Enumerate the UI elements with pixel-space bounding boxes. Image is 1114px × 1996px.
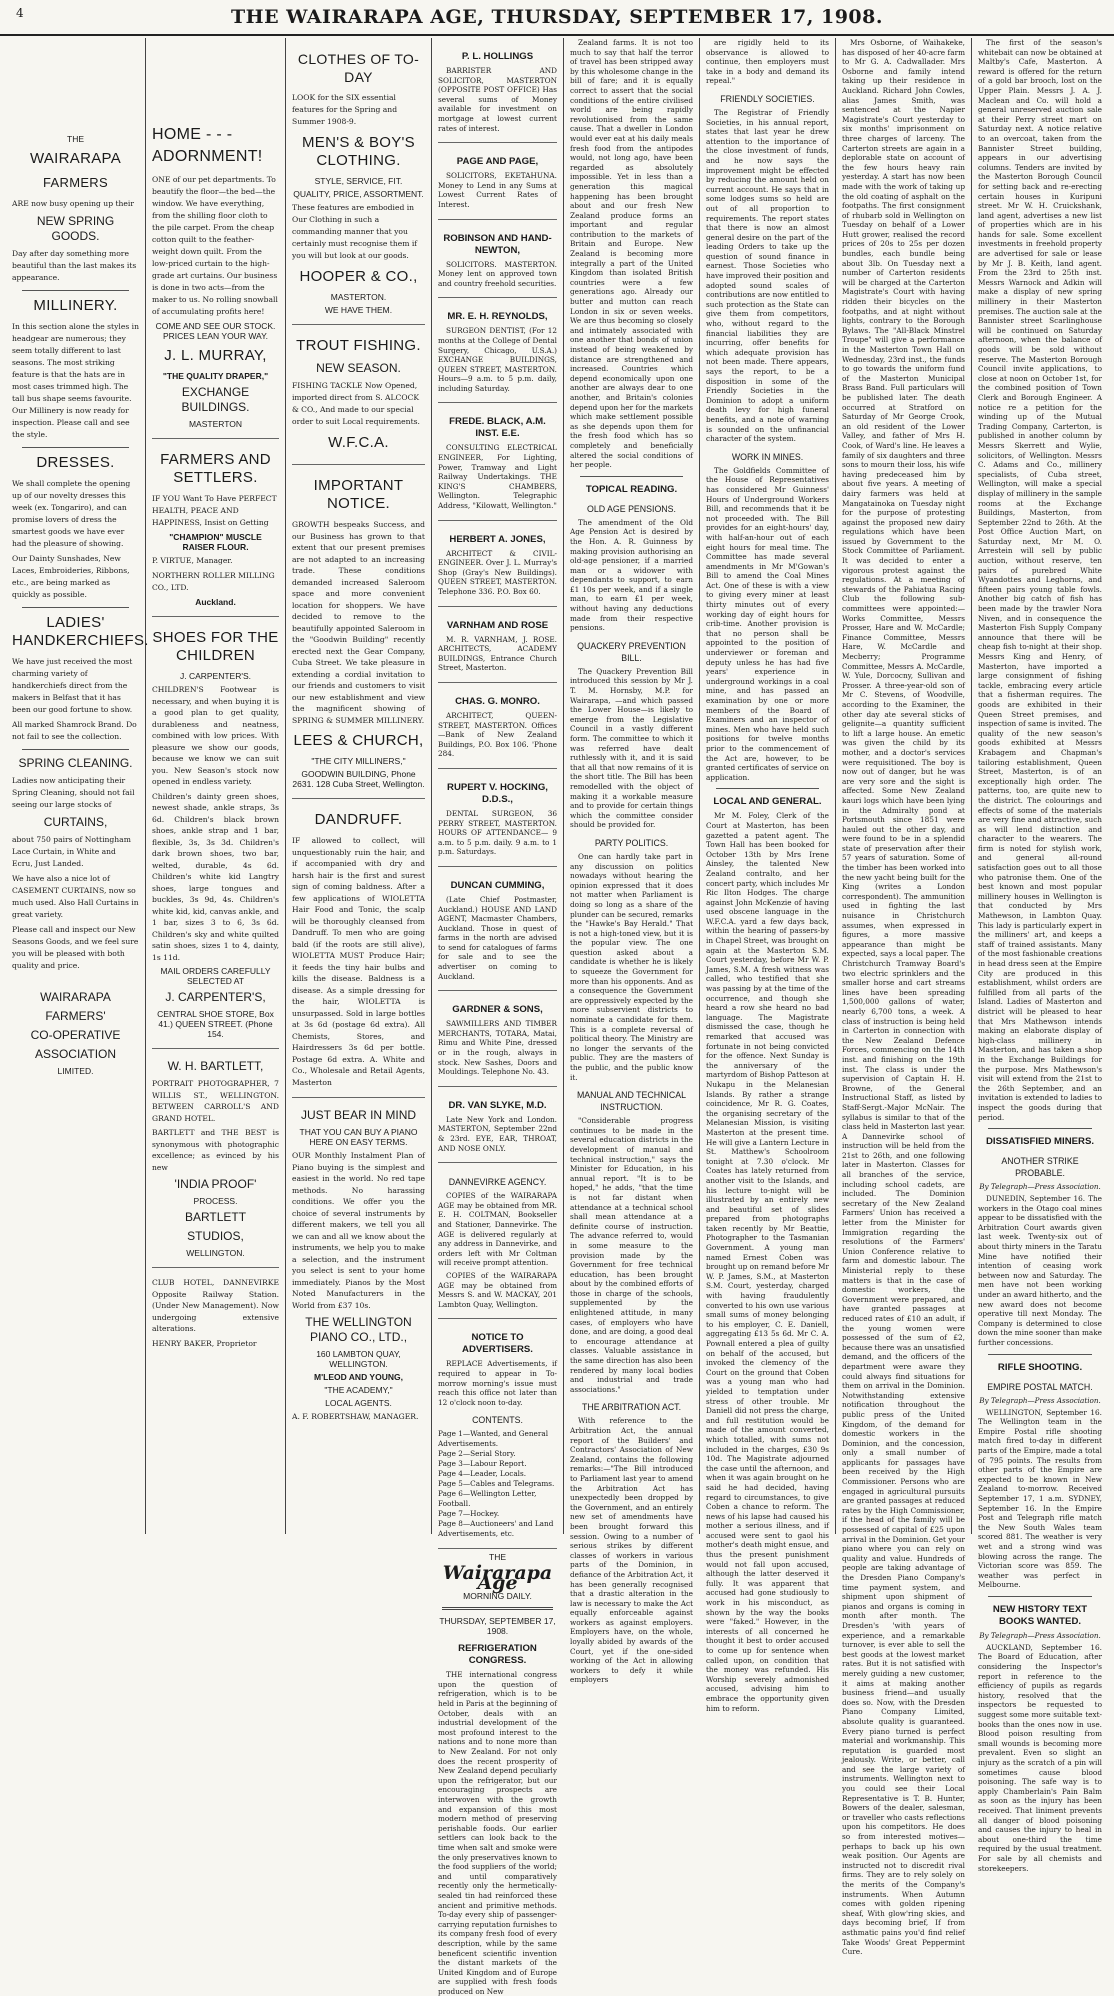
friendly-text: The Registrar of Friendly Societies, in his annual report, states that last year he drew attention to the importance of the close investment of funds, and he now says the improvement might be effected by reducing the amount held on current account. He says that in some lodges sums so held are out of all proportion to requirements. The report states that there is now an almost general desire on the part of the leading Orders to take up the question of sound finance in earnest. Those Societies who have improved their position and adopted sound scales of contributions are now entitled to such protection as the State can give them from competitors, who, without regard to the financial liabilities they are incurring, offer benefits for which adequate provision has not been made. There appears, says the report, to be a disposition in some of the Friendly Societies in the Dominion to adopt a uniform death levy for high funeral benefits, and a note of warning is sounded on the unfinancial character of the system.	[706, 107, 829, 444]
piano-company-address: 160 LAMBTON QUAY, WELLINGTON.	[316, 1349, 401, 1369]
mcleod-agents: LOCAL AGENTS.	[325, 1398, 392, 1408]
style-line: STYLE, SERVICE, FIT.	[314, 176, 403, 186]
shoes-signature: J. CARPENTER'S,	[165, 990, 266, 1004]
club-hotel-text: CLUB HOTEL, DANNEVIRKE Opposite Railway Station. (Under New Management). Now undergoing extensive alterations.	[152, 1278, 279, 1333]
call-text: Please call and inspect our New Seasons Goods, and we feel sure you will be pleased with both quality and price.	[12, 925, 139, 970]
bartlett-text: PORTRAIT PHOTOGRAPHER, 7 WILLIS ST., WELLINGTON. BETWEEN CARROLL'S AND GRAND HOTEL.	[152, 1079, 279, 1123]
page-card	[438, 143, 557, 219]
club-hotel-signature: HENRY BAKER, Proprietor	[152, 1338, 257, 1348]
strike-byline: By Telegraph—Press Association.	[979, 1182, 1101, 1192]
handkerchiefs-head: LADIES' HANDKERCHIEFS.	[12, 614, 149, 649]
paper-name: Wairarapa Age	[442, 1562, 553, 1595]
manual-head: MANUAL AND TECHNICAL INSTRUCTION.	[576, 1090, 686, 1113]
studios-town: WELLINGTON.	[186, 1248, 245, 1258]
farmers-settlers-head: FARMERS AND SETTLERS.	[160, 451, 271, 486]
column-5	[564, 38, 700, 1685]
hollings-text: BARRISTER AND SOLICITOR, MASTERTON (OPPOSITE POST OFFICE) Has several sums of Money available for investment on mortgage at lowest current rates of interest.	[438, 66, 557, 133]
leader-article	[438, 1552, 557, 1996]
leader-date: THURSDAY, SEPTEMBER 17, 1908.	[439, 1616, 556, 1637]
reynolds-text: SURGEON DENTIST, (For 12 months at the College of Dental Surgery, Chicago, U.S.A.) EXCHANGE BUILDINGS, QUEEN STREET, MASTERTON. Hours—9 a.m. to 5 p.m. daily, including Saturday.	[438, 326, 557, 393]
trout-head: TROUT FISHING.	[296, 337, 421, 354]
masthead	[0, 0, 1114, 36]
varnham-text: M. R. VARNHAM, J. ROSE. ARCHITECTS, ACADEMY BUILDINGS, Entrance Church Street, Masterton.	[438, 634, 557, 673]
party-head: PARTY POLITICS.	[594, 837, 669, 848]
contents-item: Page 8—Auctioneers' and Land Advertisements, etc.	[438, 1519, 554, 1539]
local-notes: The first of the season's whitebait can now be obtained at Maltby's Cafe, Masterton. A reward is offered for the return of a gold bar brooch, lost on the Upper Plain. Messrs J. A. J. Maclean and Co. will hold a general unreserved auction sale at their Perry street mart on Saturday next. A notice relative to an overcoat, taken from the Bannister Street building, appears in our advertising columns. Tenders are invited by the Masterton Borough Council for setting back and re-erecting certain houses in Kuripuni street. Mr W. H. Cruickshank, land agent, advertises a new list of properties which are in his hands for sale. Some excellent investments in freehold property are advertised for sale or lease by Mr J. B. Keith, land agent. From the 23rd to 25th inst. Messrs Warnock and Adkin will make a display of new spring millinery in their Masterton premises. The auction sale at the Bannister street Scarlinghouse will be continued on Saturday afternoon, when the balance of goods will be sold without reserve. The Masterton Borough Council invite applications, to close at noon on October 1st, for the combined position of Town Clerk and Borough Engineer. A notice re a petition for the winding up of the Mutual Trading Company, Carterton, is published in another column by Messrs Skerrett and Wylie, solicitors, of Wellington. Messrs C. Adams and Co., millinery specialists, of Cuba street, Wellington, will make a special display of millinery in the sample rooms at the Exchange Buildings, Masterton, from September 22nd to 26th. At the Post Office Auction Mart, on Saturday next, Mr M. O. Arrestein will sell by public auction, without reserve, ten pairs of purebred White Wyandottes and Leghorns, and fifteen pairs young table fowls. Another big catch of fish has been made by the trawler Nora Niven, and in consequence the Masterton Fish Supply Company announce that there will be cheap fish to-night at their shop. Messrs King and Henry, of Masterton, have imported a large consignment of fishing tackle, embracing every article that a fisherman requires. The goods are exhibited in their Queen Street premises, and inspection of same is invited. The quality of the new season's goods exhibited at Messrs Krabagem and Chapman's tailoring establishment, Queen Street, Masterton, is of an exceptionally high order. The patterns, too, are quite new to the district. The colourings and effects of some of the materials are very fine and attractive, such as will lend distinction and character to the wearers. The firm is noted for stylish work, and general all-round satisfaction goes out to all those who patronise them. One of the best known and most popular millinery houses in Wellington is that conducted by Mrs Mathewson, in Lambton Quay. This lady is particularly expert in the milliners' art, and keeps a staff of trained assistants. Many of the most fashionable creations in head dress seen at the Empire City are produced in this establishment, whilst orders are fulfilled from all parts of the Island. Ladies of Masterton and district will be pleased to hear that Mrs Mathewson intends making an elaborate display of high-class millinery in Masterton, and has taken a shop in the Exchange Buildings for the purpose. Mrs Mathewson's visit will extend from the 21st to the 26th September, and an invitation is extended to ladies to inspect the goods during that period.	[978, 38, 1102, 1122]
column-2	[146, 38, 286, 1534]
arbitration-continued: are rigidly held to its observance is allowed to continue, then employers must take in a body and demand its repeal."	[706, 38, 829, 86]
reynolds-name: MR. E. H. REYNOLDS,	[447, 311, 548, 323]
ad-the: THE	[67, 134, 84, 144]
arbitration-head: THE ARBITRATION ACT.	[581, 1402, 682, 1413]
contents-item: Page 7—Hockey.	[438, 1509, 500, 1519]
piano-sub: THAT YOU CAN BUY A PIANO HERE ON EASY TERMS.	[299, 1127, 418, 1147]
notice-advertisers-text: REPLACE Advertisements, if required to appear in To-morrow morning's issue must reach this office not later than 12 o'clock noon to-day.	[438, 1359, 557, 1407]
lees-church-tagline: "THE CITY MILLINERS,"	[311, 756, 406, 766]
shoes-mail-orders: MAIL ORDERS CAREFULLY SELECTED AT	[160, 966, 271, 986]
empire-text: WELLINGTON, September 16. The Wellington team in the Empire Postal rifle shooting match fired to-day in different parts of the Empire, made a total of 795 points. The results from other parts of the Empire are expected to be known in New Zealand to-morrow. Received September 17, 1 a.m. SYDNEY, September 16. In the Empire Post and Telegraph rifle match the New South Wales team scored 881. The weather is very wet and a strong wind was blowing across the range. The Victorian score was 859. The weather was perfect in Melbourne.	[978, 1407, 1102, 1590]
home-adornment-text: ONE of our pet departments. To beautify the floor—the bed—the window. We have everything, from the shilling floor cloth to the pile carpet. From the cheap cotton quilt to the feather-weight down quilt. From the low-priced curtain to the high-grade art curtains. Our business is done in two acts—from the maker to us. No rolling snowball of accumulating profits here!	[152, 175, 278, 316]
murray-building: EXCHANGE BUILDINGS.	[181, 385, 250, 414]
studios-line-2: STUDIOS,	[187, 1229, 244, 1243]
leader-text: THE international congress upon the question of refrigeration, which is to be held in Paris at the beginning of October, deals with an industrial development of the most profound interest to the nations and to none more than to New Zealand. For not only does the recent prosperity of New Zealand depend peculiarly upon the refrigerator, but our encouraging prospects are interwoven with the growth and expansion of this most modern method of preserving perishable foods. Our earlier settlers can look back to the time when salt and smoke were the only preservatives known to the food suppliers of the world; and until comparatively recently only the hermetically-sealed tin had reinforced these ancient and primitive methods. To-day every ship of passenger-carrying reputation furnishes to its company fresh food of every description, while by the same beneficent scientific invention the distant markets of the United Kingdom and of Europe are supplied with fresh foods produced on New	[438, 1670, 557, 1996]
contents-item: Page 3—Labour Report.	[438, 1459, 527, 1469]
home-adornment-head: HOME - - - ADORNMENT!	[152, 126, 263, 165]
signature-line-5: LIMITED.	[57, 1066, 94, 1076]
murray-town: MASTERTON	[188, 419, 243, 429]
mines-head: WORK IN MINES.	[731, 451, 804, 462]
vanslyke-text: Late New York and London. MASTERTON, September 22nd & 23rd. EYE, EAR, THROAT, AND NOSE ONLY.	[438, 1114, 557, 1153]
studios-line-1: BARTLETT	[184, 1210, 247, 1224]
millinery-head: MILLINERY.	[33, 297, 118, 314]
piano-company: THE WELLINGTON PIANO CO., LTD.,	[305, 1315, 412, 1344]
important-notice-text: GROWTH bespeaks Success, and our Business has grown to that extent that our present premises are not adapted to an increasing trade. These conditions demanded increased Saleroom space and more convenient location for shoppers. We have decided to remove to the beautifully appointed Saleroom in the "Goodwin Building" recently erected next the Gear Company, Cuba Street. We take pleasure in extending a cordial invitation to our friends and customers to visit our new establishment and view the magnificent showing of SPRING & SUMMER MILLINERY.	[292, 520, 425, 725]
party-text: One can hardly take part in any discussion on politics nowadays without hearing the opinion expressed that it does not matter when Parliament is doing so long as a share of the plunder can be secured, remarks the "Hawke's Bay Herald." That is not a high-toned view, but it is the popular view. The one question asked about a candidate is whether he is likely to squeeze the Government for more than his opponents. And as a consequence the Government are oppressively expected by the more subservient districts to nominate a candidate for them. This is a complete reversal of political theory. The Ministry are no longer the servants of the public. They are the masters of the public, and the public know it.	[570, 851, 693, 1082]
quackery-text: The Quackery Prevention Bill introduced this session by Mr J. T. M. Hornsby, M.P. for Wairarapa, —and which passed the Lower House—is likely to emerge from the Legislative Council in a vastly different form. The committee to which it was referred have dealt ruthlessly with it, and it is said that all that now remains of it is the short title. The Bill has been remodelled with the object of making it a workable measure and to provide for certain things which the committee consider should be provided for.	[570, 666, 693, 830]
black-card	[438, 403, 557, 520]
strike-text: DUNEDIN, September 16. The workers in the Otago coal mines appear to be dissatisfied with the Arbitration Court awards given last week. Twenty-six out of about thirty miners in the Taratu Mine have notified their intention of ceasing work between now and Saturday. The men have not been working under an award hitherto, and the new award does not become operative till next Monday. The Company is determined to close down the mine sooner than make further concessions.	[978, 1194, 1102, 1347]
leader-head: REFRIGERATION CONGRESS.	[458, 1643, 537, 1667]
column-8	[972, 38, 1108, 1873]
hollings-name: P. L. HOLLINGS	[461, 51, 534, 62]
column-4	[432, 38, 564, 1996]
wfca-ad	[292, 325, 425, 465]
varnham-name: VARNHAM AND ROSE	[446, 619, 549, 631]
dandruff-ad	[292, 799, 425, 1098]
millinery-text: In this section alone the styles in headgear are numerous; they seem totally different to last seasons. The most striking feature is that the hats are in most cases trimmed high. The tall bus shape seems favourite. Our Millinery is now ready for inspection. Please call and see the style.	[12, 322, 139, 439]
varnham-card	[438, 607, 557, 683]
dannevirke-agency	[438, 1163, 557, 1319]
page-text: SOLICITORS, EKETAHUNA. Money to Lend in any Sums at Lowest Current Rates of Interest.	[438, 171, 557, 209]
contents-item: Page 6—Wellington Letter, Football.	[438, 1489, 537, 1509]
empire-byline: By Telegraph—Press Association.	[979, 1395, 1101, 1405]
arbitration-text: With reference to the Arbitration Act, the annual report of the Builders' and Contractors' Association of New Zealand, contains the following remarks:—"The Bill introduced to Parliament last year to amend the Arbitration Act has unexpectedly been dropped by the Government, and an entirely new set of amendments have been brought forward this session. Owing to a number of serious strikes by different classes of workers in various parts of the Dominion, in defiance of the Arbitration Act, it has been generally recognised that a drastic alteration in the law is necessary to make the Act equally enforceable against workers as against employers. Employers have, on the whole, loyally abided by awards of the Court, yet if the one-sided working of the Act in allowing workers to defy it while employers	[570, 1416, 693, 1685]
contents-item: Page 2—Serial Story.	[438, 1449, 516, 1459]
notice-advertisers-head: NOTICE TO ADVERTISERS.	[462, 1332, 533, 1356]
bartlett-name: W. H. BARTLETT,	[167, 1059, 264, 1073]
jones-name: HERBERT A. JONES,	[449, 533, 546, 545]
embodied-text: These features are embodied in Our Clothing in such a commanding manner that you certainly must recognise them if you will but look at our goods.	[292, 203, 418, 260]
cumming-card	[438, 867, 557, 991]
local-general-text: Mr M. Foley, Clerk of the Court at Masterton, has been gazetted a patent agent. The Town Hall has been booked for October 13th by Mrs Irene Ainsley, the talented New Zealand contralto, and her concert party, which includes Mr Ric Ilton Hodges. The charge against John McKenzie of having used obscene language in the W.F.C.A. yard a few days back, within the hearing of passers-by in Chapel Street, was brought on again at the Masterton S.M. Court yesterday, before Mr W. P. James, S.M. A fresh witness was called, who testified that she was passing by at the time of the occurrence, and though she heard a row she heard no bad language. The Magistrate dismissed the case, though he remarked that accused was fortunate in not being convicted for the offence. Next Sunday is the anniversary of the martyrdom of Bishop Patteson at Nukapu in the Melanesian Islands. By rather a strange coincidence, Mr R. G. Coates, the organising secretary of the Melanesian Mission, is visiting Masterton at the present time. He will give a Lantern Lecture in St. Matthew's Schoolroom tonight at 7.30 o'clock. Mr Coates has lately returned from another visit to the Islands, and his lecture to-night will be illustrated by an entirely new and beautiful set of slides prepared from photographs taken recently by Mr Beattie, Photographer to the Tasmanian Government. A young man named Ernest Coben was brought up on remand before Mr W. P. James, S.M., at Masterton S.M. Court, yesterday, charged with having fraudulently converted to his own use various small sums of money belonging to his employer, C. E. Daniell, aggregating £13 5s 6d. Mr C. A. Pownall entered a plea of guilty on behalf of the accused, but invoked the clemency of the Court on the ground that Coben was a young man who had yielded to temptation under stress of other trouble. Mr Daniell did not press the charge, and full restitution would be made of the amount converted, which totalled, with sums not included in the charges, £30 9s 10d. The Magistrate adjourned the case until the afternoon, and when it was again brought on he said he had decided, having regard to circumstances, to give Coben a chance to reform. The news of his lapse had caused his mother a serious illness, and if accused were sent to gaol his mother's death might ensue, and thus the present punishment would not fall upon accused, although the latter deserved it fully. It was apparent that accused had gone studiously to work in his misconduct, as shown by the way the books were "faked." However, in the interests of all concerned he thought it best to order accused to come up for sentence when called upon, on condition that the money was refunded. His Worship severely admonished accused, advising him to embrace the opportunity given him to reform.	[706, 811, 829, 1713]
quackery-head: QUACKERY PREVENTION BILL.	[577, 640, 686, 663]
contents-head: CONTENTS.	[472, 1415, 523, 1426]
columns	[6, 38, 1108, 1996]
murray-tagline: "THE QUALITY DRAPER,"	[162, 371, 269, 381]
mill-name: NORTHERN ROLLER MILLING CO., LTD.	[152, 571, 275, 592]
dresses-head: DRESSES.	[36, 454, 115, 471]
page-title: THE WAIRARAPA AGE, THURSDAY, SEPTEMBER 17, 1908.	[231, 6, 883, 28]
topical-head: TOPICAL READING.	[585, 483, 678, 495]
paper-sub: MORNING DAILY.	[463, 1591, 532, 1602]
reynolds-card	[438, 298, 557, 403]
farmers-name: WAIRARAPA	[29, 150, 122, 167]
farmers-ad	[12, 38, 149, 1085]
clothes-head: CLOTHES OF TO-DAY	[297, 51, 420, 85]
empire-head: EMPIRE POSTAL MATCH.	[987, 1381, 1093, 1392]
history-head: NEW HISTORY TEXT BOOKS WANTED.	[992, 1603, 1088, 1627]
contents-item: Page 4—Leader, Locals.	[438, 1469, 527, 1479]
strike-head: ANOTHER STRIKE PROBABLE.	[1001, 1156, 1079, 1179]
hooper-ad	[292, 38, 425, 325]
piano-text: OUR Monthly Instalment Plan of Piano buying is the simplest and easiest in the world. No red tape methods. No harassing conditions. We offer you the choice of several instruments by different makers, we tell you all we can and all we know about the instruments, we help you to make a selection, and the instrument you select is sent to your home immediately. Pianos by the Most Noted Manufacturers in the World from £37 10s.	[292, 1151, 425, 1310]
wellington-agency-text: COPIES of the WAIRARAPA AGE may be obtained from Messrs S. and W. MACKAY, 201 Lambton Quay, Wellington.	[438, 1270, 557, 1309]
gardner-text: SAWMILLERS AND TIMBER MERCHANTS, TOTARA, Matai, Rimu and White Pine, dressed or in the rough, always in stock. New Sashes, Doors and Mouldings. Telephone No. 43.	[438, 1019, 557, 1077]
farmers-name-2: FARMERS	[43, 175, 108, 190]
vanslyke-card	[438, 1087, 557, 1163]
history-byline: By Telegraph—Press Association.	[979, 1630, 1101, 1640]
hooper-town: MASTERTON.	[330, 292, 387, 302]
shoes-shop-name: J. CARPENTER'S.	[179, 671, 252, 681]
dandruff-text: IF allowed to collect, will unquestionably ruin the hair, and if accompanied with dry and harsh hair is the first and surest sign of coming baldness. After a few applications of WIOLETTA Hair Food and Tonic, the scalp will be thoroughly cleansed from Dandruff. To men who are going bald (if the roots are still alive), WIOLETTA MUST Produce Hair; it feeds the tiny hair bulbs and kills the disease. Baldness is a disease. As a simple dressing for the hair, WIOLETTA is unsurpassed. Sold in large bottles at 3s 6d (postage 6d extra). All Chemists, Stores, and Hairdressers 3s 6d per bottle. Postage 6d extra. A. White and Co., Wholesale and Retail Agents, Masterton	[292, 836, 425, 1087]
leader-continued: Zealand farms. It is not too much to say that half the terror of travel has been stripped away by this wholesome change in the bill of fare; and it is equally correct to assert that the social conditions of the entire civilised world are being rapidly revolutionised from the same cause. That a dweller in London would ever eat at his daily meals fresh food from the antipodes would, not long ago, have been regarded as absolutely impossible. Yet in less than a generation this magical happening has been brought about and our fresh New Zealand produce forms an important and regular contribution to the markets of Britain and Europe. New Zealand is becoming more integrally a part of the United Kingdom than isolated British countries were a few generations ago. Already our butter and mutton can reach London in six or seven weeks. We are thus becoming so closely and intimately associated with one another that bonds of union instead of being weakened by distance are strengthened and increased. Countries which depend economically upon one another are always dear to one another, and Britain's colonies depend upon her for the markets which make settlement possible as she depends upon them for the fresh food which has so completely and beneficially altered the social conditions of her people.	[570, 38, 693, 470]
dandruff-head: DANDRUFF.	[314, 811, 403, 828]
wfca-name: W.F.C.A.	[328, 434, 389, 451]
dresses-list: Our Dainty Sunshades, New Laces, Embroideries, Ribbons, etc., are being marked as quickly as possible.	[12, 554, 130, 599]
shoes-address: CENTRAL SHOE STORE, Box 41.) QUEEN STREET. (Phone 154.	[157, 1009, 274, 1039]
monro-text: ARCHITECT, QUEEN-STREET, MASTERTON. Offices—Bank of New Zealand Buildings, P.O. Box 106. 'Phone 284.	[438, 710, 557, 759]
shoes-text: CHILDREN'S Footwear is necessary, and when buying it is a good plan to get quality, durableness and neatness, combined with low prices. With pleasure we show our goods, because we know we can suit you. New Season's stock now opened in endless variety.	[152, 685, 279, 786]
handkerchiefs-text: We have just received the most charming variety of handkerchiefs direct from the makers in Belfast that it has been our good fortune to show.	[12, 657, 133, 714]
signature-line-3: CO-OPERATIVE	[30, 1028, 121, 1042]
page-name: PAGE AND PAGE,	[456, 156, 539, 168]
farmers-more: Day after day something more beautiful than the last makes its appearance.	[12, 249, 137, 282]
dannevirke-agency-head: DANNEVIRKE AGENCY.	[448, 1177, 547, 1188]
signature-line-4: ASSOCIATION	[34, 1047, 117, 1061]
robinson-text: SOLICITORS. MASTERTON. Money lent on approved town and country freehold securities.	[438, 259, 557, 288]
curtains-head: CURTAINS,	[43, 815, 108, 829]
jones-card	[438, 521, 557, 607]
mcleod-name: M'LEOD AND YOUNG,	[314, 1372, 403, 1382]
hocking-text: DENTAL SURGEON, 36 PERRY STREET, MASTERTON. HOURS OF ATTENDANCE— 9 a.m. to 5 p.m. daily. 9 a.m. to 1 p.m. Saturdays.	[438, 808, 557, 857]
carpenter-ad	[152, 617, 279, 1049]
contents-list	[438, 1429, 557, 1539]
local-general-continued: Mrs Osborne, of Waihakeke, has disposed of her 40-acre farm to Mr G. A. Cadwallader. Mrs Osborne and family intend taking up their residence in Auckland. Richard John Cowles, alias James Smith, was sentenced at the Napier Magistrate's Court yesterday to six months' imprisonment on three charges of larceny. The Carterton streets are again in a deplorable state on account of the few hours heavy rain yesterday. A start has now been made with the work of taking up the old coating of asphalt on the footpaths. The first consignment of rhubarb sold in Wellington on Tuesday on behalf of a Lower Hutt grower, realised the record prices of 20s to 25s per dozen bundles, each bundle being about 3lb. On Tuesday next a number of Carterton residents will be charged at the Carterton Magistrate's Court with having ridden their bicycles on the footpaths, and at night without lights, contrary to the Borough Bylaws. The "All-Black Minstrel Troupe" will give a performance in the Masterton Town Hall on Wednesday, 23rd inst., the funds to go towards the uniform fund of the Masterton Municipal Brass Band. Full particulars will be published later. The death occurred at Stratford on Saturday of Mr George Crook, an old resident of the Lower Valley, and father of Mrs H. Cook, of Ward's line. He leaves a family of six daughters and three sons to mourn their loss, his wife having predeceased him by about five years. A meeting of dairy farmers was held at Mangatainoka on Tuesday night for the purpose of protesting against the proposed new dairy regulations which have been issued by Government to the Stock Committee of Parliament. It was decided to enter a vigorous protest against the regulations. At a meeting of stewards of the Pahiatua Racing Club the following sub-committees were appointed:—Works Committee, Messrs Prosser, Hare and W. McCardle; Finance Committee, Messrs Hare, W. McCardle and Mecberry; Programme Committee, Messrs A. McCardle, W. Yule, Dorcocny, Sullivan and Prosser. A three-year-old son of Mr C. Stevens, of Woodville, according to the Examiner, the other day ate several sticks of gelignite—a quantity sufficient to lift a large house. An emetic was given the child by its mother, and a doctor's services were requisitioned. The boy is now out of danger, but he was are very sore and the sight is affected. Some New Zealand kauri logs which have been lying in the Admiralty pond at Portsmouth since 1851 were hauled out the other day, and were found to be in a splendid state of preservation after their 57 years of saturation. Some of the timber has been worked into the new yacht being built for the King (writes a London correspondent). The ammunition used in fighting the last nuisance in Christchurch assumes, when expressed in figures, a more massive appearance than might be expected, says a local paper. The Christchurch Tramway Board's two electric sprinklers and the smaller horse and cart streams lines have been spreading 1,500,000 gallons of water, nearly 6,700 tons, a week. A class of instruction is being held in Carterton in connection with the New Zealand Defence Forces, commencing on the 14th inst. and finishing on the 19th inst. The class is under the supervision of Captain H. H. Browne, of the General Instructional Staff, as listed by Staff-Sergt.-Major McNair. The syllabus is similar to that of the class held in Masterton last year. A Dannevirke school of instruction will be held from the 21st to 26th, and one following later in Masterton. Classes for all branches of the service, including school cadets, are included. The Dominion secretary of the New Zealand Farmers' Union has received a letter from the Minister for Immigration regarding the resolutions of the Farmers' Union Conference relative to farm and domestic labour. The Ministerial reply to these matters is that in the case of domestic workers, the Government were prepared, and have granted passages at reduced rates of £10 an adult, if the young women were possessed of the sum of £2, because there was an unsatisfied demand, and the officers of the department were aware they could always find situations for them on arrival in the Dominion. Notwithstanding extensive notification throughout the public press of the United Kingdom, of the demand for domestic workers in the Dominion, and the concession, only a small number of applicants for passages have been received by the High Commissioner. Persons who are engaged in agricultural pursuits are granted passages at reduced rates by the High Commissioner, if the head of the family will be possessed of capital of £25 upon arrival in the Dominion. Get your piano where you can rely on quality and value. Hundreds of people are taking advantage of the Dresden Piano Company's time payment system, and shipment upon shipment of pianos and organs is coming in month after month. The Dresden's 'with years of experience, and a remarkable turnover, is ever able to sell the best goods at the lowest market rates. But it is not satisfied with merely guiding a new customer, it aims at making another business friend—and usually does so. Now, with the Dresden Piano Company Limited, absolute quality is guaranteed. Every piano turned is perfect material and workmanship. This reputation is guarded most jealously. Write, or better, call and see the large variety of instruments. Wellington next to you could see their Local Representative is T. B. Hunter, Bowers of the dealer, salesman, or traveller who casts reflections upon his competitors. He does so from interested motives—perhaps to back up his own weak position. Our Agents are instructed not to discredit rival firms. They are to rely solely on the merits of the Company's instruments. When Autumn comes with golden ripening sheaf, With glow'ring skies, and days becoming brief, If from asthmatic pains you'd find relief Take Woods' Great Peppermint Cure.	[842, 38, 965, 1957]
champion-manager: P. VIRTUE, Manager.	[152, 556, 233, 565]
local-general-head: LOCAL AND GENERAL.	[713, 796, 822, 808]
bartlett-ad	[152, 1049, 279, 1268]
come-see-text: COME AND SEE OUR STOCK. PRICES LEAN YOUR WAY.	[155, 321, 276, 341]
black-text: CONSULTING ELECTRICAL ENGINEER, For Lighting, Power, Tramway and Light Railway Undertakings. THE KING'S CHAMBERS, Wellington. Telegraphic Address, "Kilowatt, Wellington."	[438, 443, 557, 511]
hooper-tagline: WE HAVE THEM.	[324, 305, 393, 315]
flour-ad	[152, 439, 279, 617]
gardner-name: GARDNER & SONS,	[452, 1004, 543, 1016]
lees-church-ad	[292, 465, 425, 799]
column-3	[286, 38, 432, 1534]
monro-name: CHAS. G. MONRO.	[455, 695, 540, 707]
shoes-head: SHOES FOR THE CHILDREN	[152, 629, 279, 664]
mens-clothing: MEN'S & BOY'S CLOTHING.	[302, 134, 415, 169]
history-text: AUCKLAND, September 16. The Board of Education, after considering the Inspector's report in reference to the efficiency of pupils as regards history, resolved that the inspectors be requested to suggest some more suitable text-books than the ones now in use. Blood poison resulting from small wounds is becoming more prevalent. Even so slight an injury as the scratch of a pin will sometimes cause blood poisoning. The safe way is to apply Chamberlain's Pain Balm as soon as the injury has been received. That liniment prevents all danger of blood poisoning and causes the injury to heal in about one-third the time required by the usual treatment. For sale by all chemists and storekeepers.	[978, 1642, 1102, 1873]
murray-name: J. L. MURRAY,	[164, 347, 267, 364]
column-1	[6, 38, 149, 1534]
rifle-head: RIFLE SHOOTING.	[997, 1361, 1083, 1373]
hocking-name: RUPERT V. HOCKING, D.D.S.,	[447, 781, 548, 805]
column-6	[700, 38, 836, 1713]
notice-to-advertisers	[438, 1319, 557, 1549]
india-proof: 'INDIA PROOF'	[174, 1177, 257, 1191]
piano-head: JUST BEAR IN MIND	[300, 1108, 417, 1122]
dresses-text: We shall complete the opening up of our novelty dresses this week (ex. Tongariro), and can promise lovers of dress the smartest goods we have ever had the pleasure of showing.	[12, 479, 131, 548]
spring-cleaning-head: SPRING CLEANING.	[18, 756, 133, 770]
champion-flour: "CHAMPION" MUSCLE RAISER FLOUR.	[169, 532, 262, 552]
important-notice-head: IMPORTANT NOTICE.	[313, 477, 404, 512]
manual-text: "Considerable progress continues to be made in the several education districts in the development of manual and technical instruction," says the Minister for Education, in his annual report. "It is to be hoped," he adds, "that the time is not far distant when attendance at a technical school shall mean attendance at a definite course of instruction. The advance referred to, would in some measure to the provision made by the Government for free technical education, has been brought about by the combined efforts of those in charge of the schools, supplemented by the enlightened attitude, in many cases, of employers who have done, and are doing, a good deal to encourage attendance at classes. Valuable assistance in the same direction has also been rendered by many local bodies and industrial and trade associations."	[570, 1116, 693, 1394]
mines-text: The Goldfields Committee of the House of Representatives has considered Mr Guinness' Hours of Underground Workers Bill, and recommends that it be not proceeded with. The Bill provides for an eight-hours' day, with half-an-hour out of each eight hours for meal time. The Committee has made several amendments in Mr M'Gowan's Bill to amend the Coal Mines Act. One of these is with a view to giving every miner at least thirty minutes out of every working day of eight hours for crib-time. Another provision is that no person shall be appointed to the position of underviewer or foreman and deputy unless he has had five years' experience in underground workings in a coal mine, and has passed an examination by one or more members of the Board of Examiners and an inspector of mines. Men who have held such positions for twelve months prior to the commencement of the Act are, however, to be granted certificates of service on application.	[706, 465, 829, 782]
curtains-text: about 750 pairs of Nottingham Lace Curtain, in White and Ecru, Just Landed.	[12, 835, 131, 868]
casement-text: We have also a nice lot of CASEMENT CURTAINS, now so much used. Also Hall Curtains in great variety.	[12, 874, 139, 919]
farmers-settlers-text: IF YOU Want To Have PERFECT HEALTH, PEACE AND HAPPINESS, Insist on Getting	[152, 494, 277, 527]
friendly-head: FRIENDLY SOCIETIES.	[720, 93, 815, 104]
hooper-name: HOOPER & CO.,	[299, 268, 418, 285]
new-season: NEW SEASON.	[316, 361, 401, 375]
hocking-card	[438, 769, 557, 867]
farmers-intro: ARE now busy opening up their	[12, 199, 134, 208]
gardner-card	[438, 991, 557, 1087]
shoes-list: Children's dainty green shoes, newest shade, ankle straps, 3s 6d. Children's black brown shoes, ankle strap and 1 bar, flexible, 3s, 3s 3d. Children's dark brown shoes, two bar, welted, durable, 4s 6d. Children's white kid Langtry shoes, large tongues and buckles, 3s 9d, 4s. Children's white kid, kid, canvas ankle, and 1 bar, sizes 3 to 6, 3s 6d. Children's sky and white quilted satin shoes, sizes 1 to 4, dainty, 1s 11d.	[152, 791, 279, 962]
black-name: FREDE. BLACK, A.M. INST. E.E.	[449, 416, 546, 440]
monro-card	[438, 683, 557, 769]
pensions-head: OLD AGE PENSIONS.	[587, 503, 676, 514]
cumming-name: DUNCAN CUMMING,	[450, 879, 545, 891]
miners-head: DISSATISFIED MINERS.	[985, 1136, 1095, 1148]
clothes-text: LOOK for the SIX essential features for the Spring and Summer 1908-9.	[292, 93, 398, 126]
signature-line-2: FARMERS'	[45, 1009, 106, 1023]
fishing-text: FISHING TACKLE Now Opened, imported direct from S. ALCOCK & CO., And made to our special order to suit Local requirements.	[292, 381, 420, 426]
robinson-name: ROBINSON AND HAND-NEWTON,	[443, 232, 552, 256]
pensions-text: The amendment of the Old Age Pension Act is desired by the Hon. A. R. Guinness by making provision authorising an old-age pensioner, if a married man or a widower with dependants to support, to earn £1 10s per week, and if a single man, to earn £1 per week, without having any deductions made from their respective pensions.	[570, 517, 693, 633]
cumming-text: (Late Chief Postmaster, Auckland.) HOUSE AND LAND AGENT, Macmaster Chambers, Auckland. Those in quest of farms in the north are advised to send for catalogues of farms for sale and to see the advertiser on coming to Auckland.	[438, 894, 557, 981]
quality-line: QUALITY, PRICE, ASSORTMENT.	[293, 189, 424, 199]
contents-item: Page 5—Cables and Telegrams.	[438, 1479, 555, 1489]
vanslyke-name: DR. VAN SLYKE, M.D.	[448, 1099, 547, 1111]
mcleod-tagline: "THE ACADEMY,"	[324, 1385, 393, 1395]
hollings-card	[438, 38, 557, 143]
contents-item: Page 1—Wanted, and General Advertisements.	[438, 1429, 549, 1449]
paper-the: THE	[489, 1552, 506, 1563]
lees-church-address: GOODWIN BUILDING, Phone 2631. 128 Cuba Street, Wellington.	[292, 769, 425, 789]
dannevirke-agency-text: COPIES of the WAIRARAPA AGE may be obtained from MR. E. H. COLTMAN, Bookseller and Stationer, Dannevirke. The AGE is delivered regularly at any address in Dannevirke, and orders left with Mr Coltman will receive prompt attention.	[438, 1191, 557, 1268]
page-number: 4	[16, 6, 24, 20]
murray-ad	[152, 38, 279, 439]
column-7	[836, 38, 972, 1957]
spring-goods-head: NEW SPRING GOODS.	[36, 214, 115, 243]
signature-line-1: WAIRARAPA	[40, 990, 111, 1004]
piano-ad	[292, 1098, 425, 1432]
india-process: PROCESS.	[193, 1196, 238, 1206]
handkerchiefs-note: All marked Shamrock Brand. Do not fail to see the collection.	[12, 720, 137, 741]
robinson-card	[438, 220, 557, 299]
mill-town: Auckland.	[195, 597, 236, 607]
spring-cleaning-text: Ladies now anticipating their Spring Cleaning, should not fail seeing our large stocks of	[12, 776, 135, 809]
bartlett-best: BARTLETT and THE BEST is synonymous with photographic excellence; as evinced by his new	[152, 1128, 279, 1172]
lees-church-name: LEES & CHURCH,	[293, 732, 424, 749]
jones-text: ARCHITECT & CIVIL-ENGINEER. Over J. L. Murray's Shop (Gray's New Buildings). QUEEN STREET, MASTERTON. Telephone 336. P.O. Box 60.	[438, 548, 557, 596]
mcleod-manager: A. F. ROBERTSHAW, MANAGER.	[292, 1412, 419, 1421]
club-hotel-ad	[152, 1268, 279, 1359]
